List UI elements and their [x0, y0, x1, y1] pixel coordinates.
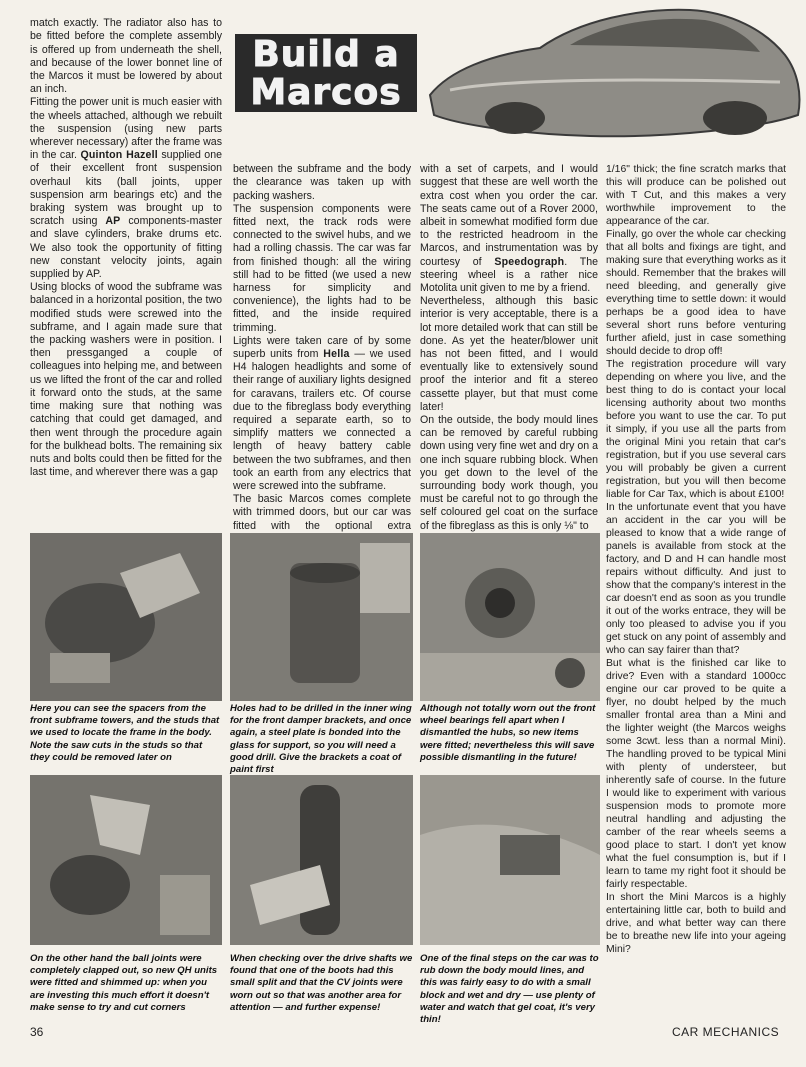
caption-2: Holes had to be drilled in the inner wing for the front damper brackets, and once again, a steel plate is bonded into the glass for support, so you will need a good drill. Give the brackets a coat of paint first: [230, 703, 412, 776]
photo-subframe-spacers: [30, 533, 222, 701]
column-4-text: [606, 150, 786, 1018]
column-2-text: [233, 150, 411, 530]
photo-ball-joints: [30, 775, 222, 945]
column-3-text: [420, 150, 598, 530]
photo-damper-bracket-holes: [230, 533, 413, 701]
brand-quinton-hazell: Quinton Hazell: [80, 149, 158, 162]
brand-ap: AP: [105, 215, 121, 228]
caption-4: On the other hand the ball joints were completely clapped out, so new QH units were fitted and shimmed up: when you are investing this much effort it doesn't make sense to try and cut corners: [30, 953, 218, 1013]
col1-mid: supplied one of their excellent front suspension overhaul kits (ball joints, upper suspension arm bearings etc) and the braking system was brought up to scratch using: [30, 149, 222, 228]
col3-part-b: . The steering wheel is a rather nice Motolita unit given to me by a friend. Nevertheless, although this basic interior is very acceptable, there is a lot more detailed work that can still be done. As yet the heater/blower unit has not been fitted, and I would eventually like to extensively sound proof the interior and fit a stereo cassette player, but that must come later! On the outside, the body mould lines can be removed by careful rubbing down using very fine wet and dry on a one inch square rubbing block. When you get down to the level of the surrounding body work though, you must be careful not to go through the self coloured gel coat on the surface of the fibreglass as this is only ⅛" to: [420, 255, 598, 532]
brand-hella: Hella: [323, 348, 350, 361]
caption-1: Here you can see the spacers from the front subframe towers, and the studs that we used to locate the frame in the body. Note the saw cuts in the studs so that they could be removed later on: [30, 703, 220, 763]
column-1-text: [30, 4, 222, 530]
photo-wheel-bearings: [420, 533, 600, 701]
photo-drive-shaft-boot: [230, 775, 413, 945]
col2-part-a: between the subframe and the body the clearance was taken up with packing washers. The suspension components were fitted next, the track rods were connected to the swivel hubs, and we had a rolling chassis. The car was far from finished though: all the wiring still had to be fitted (we used a new harness for simplicity and convenience), the lights had to be fitted, and the inside required trimming. Lights were taken care of by some superb units from: [233, 163, 411, 361]
brand-speedograph: Speedograph: [494, 255, 565, 268]
caption-5: When checking over the drive shafts we found that one of the boots had this small split and that the CV joints were worn out so that was another area for attention — and further expense!: [230, 953, 413, 1013]
col2-part-b: — we used H4 halogen headlights and some of their range of auxiliary lights designed for caravans, trailers etc. Of course due to the fibreglass body everything required a separate earth, so to simplify matters we connected a length of heavy battery cable between the two subframes, and then took an earth from any electrics that were screwed into the subframe. The basic Marcos comes complete with trimmed doors, but our car was fitted with the optional extra: [233, 348, 411, 532]
photo-rubbing-down-body: [420, 775, 600, 945]
article-title: [235, 34, 417, 112]
page-number: 36: [30, 1025, 44, 1039]
col1-rest: components-master and slave cylinders, brake drums etc. We also took the opportunity of fitting new constant velocity joints, again supplied by AP. Using blocks of wood the subframe was balanced in a horizontal position, the two modified studs were screwed into the subframe, and I again made sure that the packing washers were in position. I then pressganged a couple of colleagues into helping me, and between us we lifted the front of the car and rolled it forward onto the studs, at the same time making sure that nothing was catching that could get damaged, and then went through the procedure again for the bulkhead bolts. The remaining six nuts and bolts could then be fitted for the last time, and wherever there was a gap: [30, 215, 223, 479]
magazine-name: CAR MECHANICS: [672, 1025, 780, 1039]
title-line-1: Build a: [252, 34, 400, 75]
caption-3: Although not totally worn out the front wheel bearings fell apart when I dismantled the hubs, so new items were fitted; nevertheless this will save possible dismantling in the future!: [420, 703, 596, 763]
title-line-2: Marcos: [250, 72, 402, 113]
car-body-photo: [420, 0, 806, 145]
caption-6: One of the final steps on the car was to rub down the body mould lines, and this was fairly easy to do with a small block and wet and dry — use plenty of water and watch that gel coat, it's very thin!: [420, 953, 599, 1026]
col1-intro: match exactly. The radiator also has to be fitted before the complete assembly is offered up from underneath the shell, and because of the lower bonnet line of the Marcos it must be lowered by about an inch. Fitting the power unit is much easier with the wheels attached, although we rebuilt the suspension (using new parts wherever necessary) after the frame was in the car.: [30, 17, 222, 162]
col4-text: 1/16" thick; the fine scratch marks that this will produce can be polished out with T Cut, and this makes a very worthwhile improvement to the appearance of the car. Finally, go over the whole car checking that all bolts and fixings are tight, and making sure that everything works as it should. Remember that the brakes will need bleeding, and generally give everything time to settle down: it would perhaps be a good idea to have several short runs before venturing further afield, just in case something should decide to drop off! The registration procedure will vary depending on where you live, and the best thing to do is contact your local licensing authority about two months before you want to use the car. To put it simply, if you use all the parts from the original Mini you retain that car's registration, but if you use several cars you will probably be given a current registration, but you will then become liable for Car Tax, which is about £100! In the unfortunate event that you have an accident in the car you will be pleased to know that a wide range of panels is available from stock at the factory, and D and H can handle most repairs without difficulty. And just to show that the company's interest in the car doesn't end as soon as you trundle it out of the works entrace, they will be only too pleased to advise you if you get stuck on any point of assembly and who can say fairer than that? But what is the finished car like to drive? Even with a standard 1000cc engine our car proved to be quite a flyer, no doubt helped by the much smaller frontal area than a Mini and the lighter weight (the Marcos weighs some 3cwt. less than a normal Mini). The handling proved to be typical Mini with plenty of understeer, but inherently safe of course. In the future I would like to experiment with various suspension mods to promote more neutral handling and adjusting the camber of the rear wheels seems a good place to start. I don't yet know what the fuel consumption is, but if I learn to tame my right foot it should be fairly respectable. In short the Mini Marcos is a highly entertaining little car, both to build and drive, and what better way can there be to breathe new life into your ageing Mini?: [606, 164, 786, 955]
col3-part-a: with a set of carpets, and I would suggest that these are well worth the extra cost when you order the car. The seats came out of a Rover 2000, albeit in somewhat modified form due to the restricted headroom in the Marcos, and instrumentation was by courtesy of: [420, 163, 598, 268]
